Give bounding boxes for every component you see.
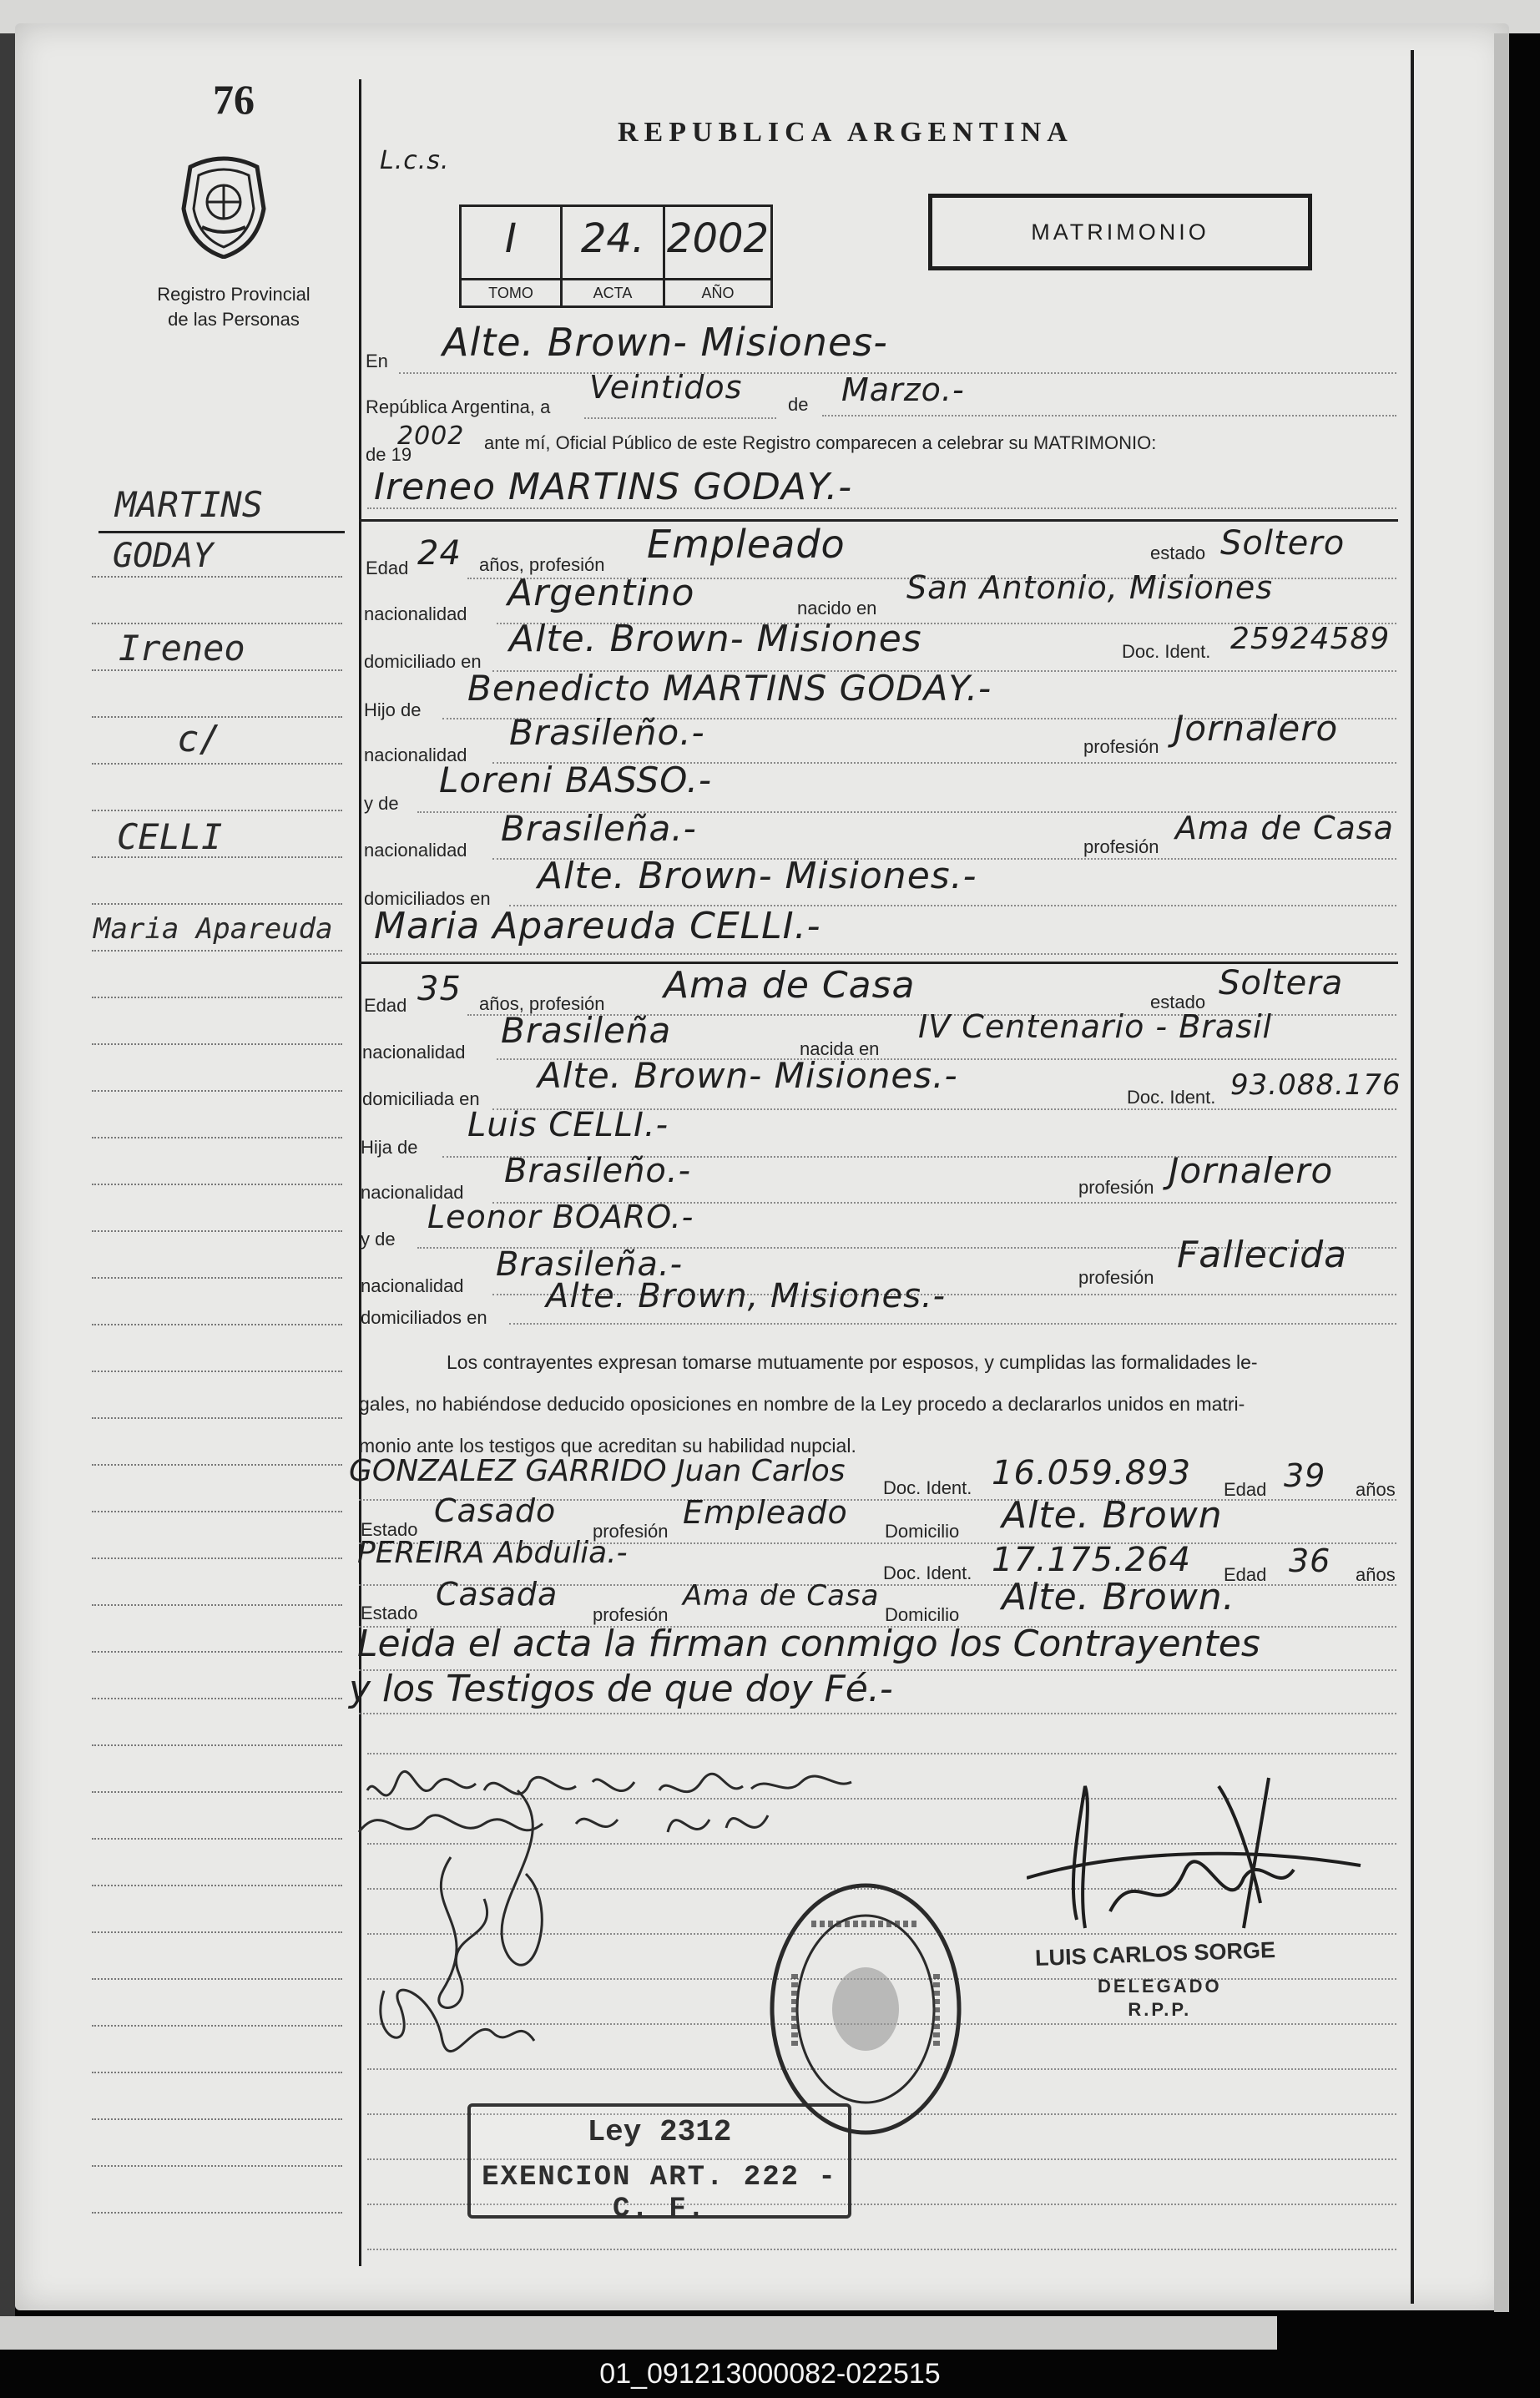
witness-1-anios-label: años	[1356, 1479, 1396, 1500]
witness-2-profesion-label: profesión	[593, 1604, 669, 1625]
anio-label: AÑO	[665, 278, 770, 305]
husband-doc-number: 25924589	[1230, 622, 1391, 656]
witness-1-profesion-label: profesión	[593, 1521, 669, 1542]
margin-husband-surname-2: GODAY	[113, 537, 214, 575]
tomo-cell	[462, 207, 563, 305]
margin-ruled-line	[92, 856, 342, 858]
husband-mother: Loreni BASSO.-	[439, 760, 713, 800]
wife-birthplace: IV Centenario - Brasil	[918, 1008, 1273, 1045]
witness-1-name: GONZALEZ GARRIDO Juan Carlos	[349, 1454, 846, 1488]
witness-2-edad-label: Edad	[1224, 1564, 1267, 1585]
husband-mother-nacionalidad-label: nacionalidad	[364, 840, 467, 861]
margin-ruled-line	[92, 1230, 342, 1232]
margin-ruled-line	[92, 810, 342, 811]
registry-line-2: de las Personas	[168, 309, 300, 330]
witness-2-profession: Ama de Casa	[683, 1579, 880, 1613]
margin-ruled-line	[92, 1931, 342, 1933]
witness-1-edad-label: Edad	[1224, 1479, 1267, 1500]
wife-father-nationality: Brasileño.-	[504, 1152, 692, 1190]
margin-ruled-line	[92, 1137, 342, 1138]
husband-yde-label: y de	[364, 793, 399, 814]
margin-ruled-line	[92, 1791, 342, 1793]
witness-1-profession: Empleado	[683, 1494, 848, 1531]
wife-mother: Leonor BOARO.-	[427, 1199, 694, 1235]
husband-father-nacionalidad-label: nacionalidad	[364, 745, 467, 765]
dotted-line	[359, 1713, 1396, 1714]
declaration-line-1: Los contrayentes expresan tomarse mutuamente por esposos, y cumplidas las formalidades le-	[447, 1351, 1258, 1373]
intro-text: ante mí, Oficial Público de este Registro comparecen a celebrar su MATRIMONIO:	[484, 432, 1157, 453]
witness-2-domicile: Alte. Brown.	[1002, 1576, 1235, 1618]
wife-edad-label: Edad	[364, 995, 407, 1016]
registry-name	[125, 282, 342, 332]
wife-hija-label: Hija de	[361, 1137, 418, 1158]
wife-mother-nacionalidad-label: nacionalidad	[361, 1275, 464, 1296]
husband-parents-domicile: Alte. Brown- Misiones.-	[538, 855, 977, 897]
official-role	[1098, 1975, 1222, 2022]
place: Alte. Brown- Misiones-	[442, 320, 888, 365]
wife-doc-label: Doc. Ident.	[1127, 1087, 1216, 1108]
witness-2-age: 36	[1289, 1542, 1331, 1579]
margin-ruled-line	[92, 1277, 342, 1279]
en-label: En	[366, 351, 388, 371]
margin-ruled-line	[92, 669, 342, 671]
provincial-seal-icon	[174, 150, 274, 259]
margin-husband-surname-1: MARTINS	[115, 484, 264, 525]
dotted-line	[367, 507, 1396, 509]
page-number: 76	[213, 76, 255, 123]
margin-ruled-line	[92, 1698, 342, 1699]
margin-ruled-line	[92, 903, 342, 905]
margin-ruled-line	[92, 1090, 342, 1092]
wife-nationality: Brasileña	[501, 1010, 672, 1051]
wife-estado-label: estado	[1150, 992, 1206, 1012]
official-name: LUIS CARLOS SORGE	[1034, 1936, 1276, 1971]
wife-father-profesion-label: profesión	[1078, 1177, 1154, 1198]
declaration-line-3: monio ante los testigos que acreditan su habilidad nupcial.	[359, 1435, 856, 1456]
registry-line-1: Registro Provincial	[157, 284, 311, 305]
margin-ruled-line	[92, 2212, 342, 2214]
law-stamp-line-1: Ley 2312	[587, 2115, 732, 2149]
wife-mother-nationality: Brasileña.-	[496, 1245, 684, 1284]
anio-cell	[665, 207, 770, 305]
wife-mother-profesion-label: profesión	[1078, 1267, 1154, 1288]
margin-wife-surname: CELLI	[117, 816, 223, 857]
dotted-line	[584, 417, 776, 419]
witness-1-estado-label: Estado	[361, 1519, 418, 1540]
closing-line-2: y los Testigos de que doy Fé.-	[349, 1668, 893, 1710]
margin-ruled-line	[92, 763, 342, 765]
acta-value: 24.	[580, 215, 645, 262]
wife-father: Luis CELLI.-	[467, 1106, 669, 1144]
husband-birthplace: San Antonio, Misiones	[906, 569, 1274, 606]
scan-bottom-strip	[0, 2316, 1277, 2350]
margin-ruled-line	[92, 1464, 342, 1466]
margin-ruled-line	[92, 1651, 342, 1653]
month: Marzo.-	[841, 371, 965, 408]
husband-father-profession: Jornalero	[1174, 708, 1339, 749]
margin-ruled-line	[92, 1604, 342, 1606]
witness-2-doc-label: Doc. Ident.	[883, 1562, 972, 1583]
witness-2-anios-label: años	[1356, 1564, 1396, 1585]
husband-father-profesion-label: profesión	[1083, 736, 1159, 757]
year-prefix-label: de 19	[366, 444, 412, 465]
wife-father-profession: Jornalero	[1169, 1150, 1334, 1191]
witness-2-status: Casada	[436, 1576, 558, 1613]
husband-domiciliado-label: domiciliado en	[364, 651, 482, 672]
image-caption: 01_091213000082-022515	[599, 2358, 941, 2390]
official-signature	[1027, 1761, 1377, 1945]
margin-ruled-line	[92, 1324, 342, 1325]
margin-ruled-line	[92, 1043, 342, 1045]
margin-ruled-line	[92, 623, 342, 624]
margin-connector: c/	[177, 718, 221, 760]
witness-1-status: Casado	[434, 1492, 557, 1529]
signature-ruled-line	[367, 2249, 1396, 2250]
witness-2-estado-label: Estado	[361, 1603, 418, 1623]
husband-profession: Empleado	[647, 522, 846, 567]
acta-label: ACTA	[563, 278, 663, 305]
document-type-box: MATRIMONIO	[928, 194, 1312, 270]
witness-1-doc-label: Doc. Ident.	[883, 1477, 972, 1498]
husband-nationality: Argentino	[507, 572, 695, 614]
witness-1-domicilio-label: Domicilio	[885, 1521, 960, 1542]
tomo-label: TOMO	[462, 278, 560, 305]
wife-domiciliados-label: domiciliados en	[361, 1307, 487, 1328]
husband-estado-label: estado	[1150, 543, 1206, 563]
margin-ruled-line	[92, 1838, 342, 1840]
binding-spine	[0, 33, 15, 2320]
witness-2-doc: 17.175.264	[992, 1541, 1192, 1579]
wife-doc-number: 93.088.176	[1230, 1068, 1401, 1102]
page-right-margin-line	[1411, 50, 1414, 2304]
husband-doc-label: Doc. Ident.	[1122, 641, 1211, 662]
husband-domiciliados-label: domiciliados en	[364, 888, 491, 909]
margin-ruled-line	[92, 2072, 342, 2073]
margin-ruled-line	[92, 716, 342, 718]
husband-anios-label: años, profesión	[479, 554, 605, 575]
husband-full-name: Ireneo MARTINS GODAY.-	[374, 466, 853, 508]
husband-hijo-label: Hijo de	[364, 699, 422, 720]
year: 2002	[397, 422, 465, 451]
wife-yde-label: y de	[361, 1229, 396, 1249]
reference-box	[459, 204, 773, 308]
law-stamp-line-2: EXENCION ART. 222 - C. F.	[482, 2162, 837, 2225]
country-title: REPUBLICA ARGENTINA	[618, 117, 1073, 148]
declaration-line-2: gales, no habiéndose deducido oposiciones en nombre de la Ley procedo a declararlos unidos en matri-	[359, 1393, 1245, 1415]
husband-father: Benedicto MARTINS GODAY.-	[467, 668, 992, 709]
wife-civil-status: Soltera	[1219, 964, 1344, 1002]
official-role-1: DELEGADO	[1098, 1976, 1222, 1997]
witness-1-domicile: Alte. Brown	[1002, 1494, 1223, 1537]
wife-profession: Ama de Casa	[664, 964, 916, 1007]
section-rule	[359, 519, 1398, 522]
margin-ruled-line	[92, 1511, 342, 1512]
wife-domiciliada-label: domiciliada en	[362, 1088, 480, 1109]
husband-nacionalidad-label: nacionalidad	[364, 603, 467, 624]
wife-nacida-label: nacida en	[800, 1038, 880, 1059]
husband-father-nationality: Brasileño.-	[509, 712, 705, 753]
margin-ruled-line	[92, 1978, 342, 1980]
anio-value: 2002	[666, 215, 770, 262]
husband-edad-label: Edad	[366, 558, 409, 578]
dotted-line	[509, 1323, 1396, 1325]
dotted-line	[822, 415, 1396, 416]
margin-ruled-line	[92, 1885, 342, 1886]
next-page-edge	[1494, 33, 1509, 2312]
husband-mother-profesion-label: profesión	[1083, 836, 1159, 857]
husband-civil-status: Soltero	[1220, 524, 1346, 563]
witness-2-domicilio-label: Domicilio	[885, 1604, 960, 1625]
husband-nacido-label: nacido en	[797, 598, 877, 618]
margin-rule	[98, 531, 345, 533]
margin-ruled-line	[92, 2165, 342, 2167]
margin-ruled-line	[92, 1184, 342, 1185]
wife-nacionalidad-label: nacionalidad	[362, 1042, 466, 1063]
wife-parents-domicile: Alte. Brown, Misiones.-	[546, 1277, 947, 1315]
dotted-line	[367, 953, 1396, 955]
witness-1-age: 39	[1284, 1457, 1326, 1494]
closing-line-1: Leida el acta la firman conmigo los Contrayentes	[357, 1623, 1260, 1665]
margin-ruled-line	[92, 576, 342, 578]
husband-domicile: Alte. Brown- Misiones	[509, 618, 922, 660]
clerk-initials: L.c.s.	[380, 146, 450, 175]
margin-ruled-line	[92, 1417, 342, 1419]
margin-husband-given: Ireneo	[119, 628, 245, 669]
tomo-value: I	[504, 215, 518, 262]
margin-ruled-line	[92, 997, 342, 998]
wife-full-name: Maria Apareuda CELLI.-	[374, 905, 821, 947]
witness-1-doc: 16.059.893	[992, 1454, 1192, 1492]
margin-ruled-line	[92, 2025, 342, 2027]
wife-father-nacionalidad-label: nacionalidad	[361, 1182, 464, 1203]
registry-round-stamp	[761, 1874, 970, 2145]
de-label: de	[788, 394, 809, 415]
acta-cell	[563, 207, 665, 305]
husband-age: 24	[417, 534, 462, 573]
margin-wife-given: Maria Apareuda	[93, 912, 333, 946]
official-role-2: R.P.P.	[1128, 1999, 1192, 2020]
wife-age: 35	[417, 970, 462, 1008]
witness-2-name: PEREIRA Abdulia.-	[357, 1536, 628, 1570]
margin-ruled-line	[92, 1371, 342, 1372]
wife-domicile: Alte. Brown- Misiones.-	[538, 1055, 958, 1096]
margin-ruled-line	[92, 1744, 342, 1746]
day: Veintidos	[589, 369, 743, 406]
wife-mother-profession: Fallecida	[1177, 1234, 1348, 1276]
margin-ruled-line	[92, 2118, 342, 2120]
husband-mother-profession: Ama de Casa	[1175, 810, 1394, 846]
wife-anios-label: años, profesión	[479, 993, 605, 1014]
margin-ruled-line	[92, 1557, 342, 1559]
margin-ruled-line	[92, 950, 342, 952]
republica-label: República Argentina, a	[366, 396, 551, 417]
husband-mother-nationality: Brasileña.-	[501, 808, 697, 849]
